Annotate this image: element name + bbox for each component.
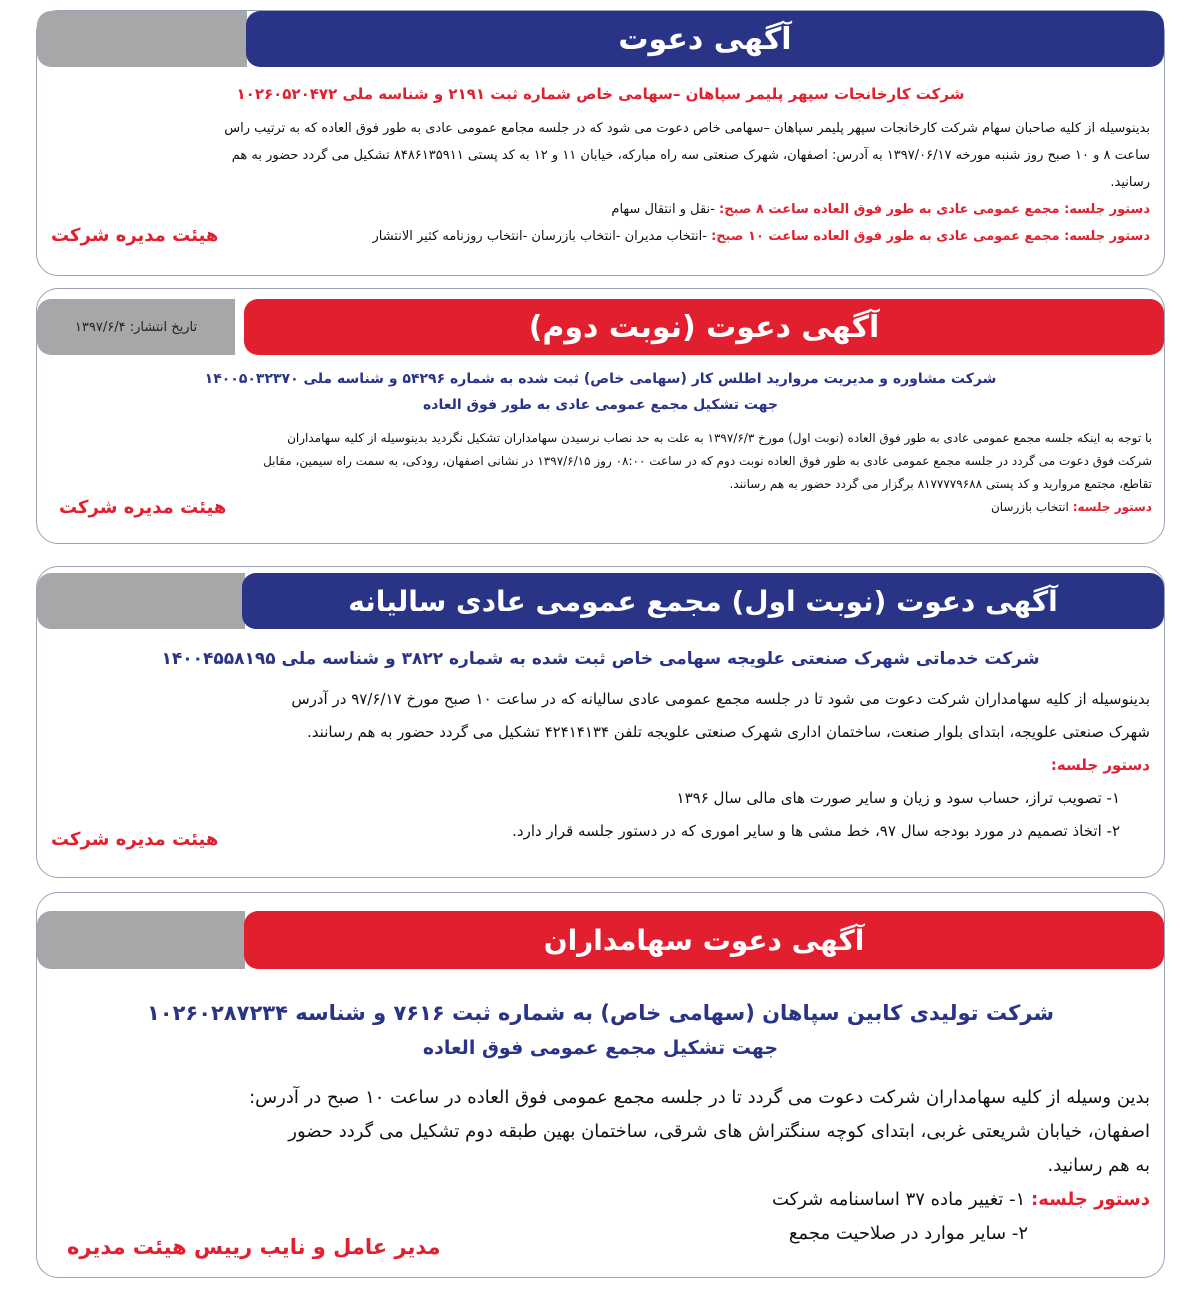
notice-2-line: شرکت فوق دعوت می گردد در جلسه مجمع عمومی عادی به طور فوق العاده نوبت دوم که در ساعت ۰۸:۰۰ روز ۱۳۹۷/۶/۱۵ در نشانی اصفهان، رودکی، به سمت راه سیمین، مقابل — [263, 454, 1152, 468]
notice-3 — [36, 566, 1165, 878]
notice-4-body — [51, 1081, 1150, 1251]
notice-4-line: بدین وسیله از کلیه سهامداران شرکت دعوت می گردد تا در جلسه مجمع عمومی فوق العاده در ساعت ۱۰ صبح در آدرس: — [249, 1087, 1150, 1108]
notice-3-signature: هیئت مدیره شرکت — [51, 829, 219, 850]
notice-4-gray-tab — [37, 911, 245, 969]
notice-1 — [36, 10, 1165, 276]
notice-2 — [36, 288, 1165, 544]
notice-1-agenda-1 — [51, 196, 1150, 223]
notice-2-header: آگهی دعوت (نوبت دوم) — [244, 299, 1164, 355]
notice-3-line: شهرک صنعتی علویجه، ابتدای بلوار صنعت، ساختمان اداری شهرک صنعتی علویجه تلفن ۴۲۴۱۴۱۳۴ تشکیل می گردد حضور به هم رسانند. — [307, 723, 1150, 741]
notice-1-line: ساعت ۸ و ۱۰ صبح روز شنبه مورخه ۱۳۹۷/۰۶/۱۷ به آدرس: اصفهان، شهرک صنعتی سه راه مبارکه، خیابان ۱۱ و ۱۲ به کد پستی ۸۴۸۶۱۳۵۹۱۱ تشکیل می گردد حضور به هم — [231, 148, 1150, 163]
notice-1-header: آگهی دعوت — [246, 11, 1164, 67]
notice-4-subtitle: جهت تشکیل مجمع عمومی فوق العاده — [422, 1037, 779, 1059]
notice-1-line: بدینوسیله از کلیه صاحبان سهام شرکت کارخانجات سپهر پلیمر سپاهان –سهامی خاص دعوت می شود که در جلسه مجامع عمومی عادی به طور فوق العاده که به ترتیب راس — [224, 121, 1150, 136]
notice-3-header: آگهی دعوت (نوبت اول) مجمع عمومی عادی سالیانه — [242, 573, 1164, 629]
notice-2-signature: هیئت مدیره شرکت — [59, 497, 227, 518]
agenda-text: انتخاب بازرسان — [990, 500, 1073, 514]
notice-3-gray-tab — [37, 573, 245, 629]
agenda-label: دستور جلسه: مجمع عمومی عادی به طور فوق العاده ساعت ۱۰ صبح: — [711, 229, 1150, 244]
notice-1-gray-tab — [37, 11, 247, 67]
notice-4-signature: مدیر عامل و نایب رییس هیئت مدیره — [67, 1235, 441, 1259]
agenda-text: ۱- تغییر ماده ۳۷ اساسنامه شرکت — [772, 1189, 1032, 1210]
notice-1-signature: هیئت مدیره شرکت — [51, 225, 219, 246]
agenda-text: -انتخاب مدیران -انتخاب بازرسان -انتخاب روزنامه کثیر الانتشار — [372, 229, 712, 244]
notice-1-company: شرکت کارخانجات سپهر پلیمر سپاهان –سهامی خاص شماره ثبت ۲۱۹۱ و شناسه ملی ۱۰۲۶۰۵۲۰۴۷۲ — [236, 85, 965, 103]
notice-3-company: شرکت خدماتی شهرک صنعتی علویجه سهامی خاص ثبت شده به شماره ۳۸۲۲ و شناسه ملی ۱۴۰۰۴۵۵۸۱۹۵ — [161, 649, 1040, 669]
notice-1-line: رسانید. — [1110, 175, 1150, 190]
notice-4-agenda-2: ۲- سایر موارد در صلاحیت مجمع — [788, 1223, 1028, 1244]
agenda-label: دستور جلسه: — [1031, 1189, 1150, 1210]
notice-4-agenda-1 — [51, 1183, 1150, 1217]
notice-3-body — [51, 683, 1150, 848]
publish-date-tab: تاریخ انتشار: ۱۳۹۷/۶/۴ — [37, 299, 235, 355]
notice-4 — [36, 892, 1165, 1278]
agenda-text: -نقل و انتقال سهام — [611, 202, 719, 217]
notice-3-line: بدینوسیله از کلیه سهامداران شرکت دعوت می شود تا در جلسه مجمع عمومی عادی سالیانه که در ساعت ۱۰ صبح مورخ ۹۷/۶/۱۷ در آدرس — [291, 690, 1150, 708]
notice-4-header: آگهی دعوت سهامداران — [244, 911, 1164, 969]
notice-2-company: شرکت مشاوره و مدیریت مروارید اطلس کار (سهامی خاص) ثبت شده به شماره ۵۴۲۹۶ و شناسه ملی ۱۴۰۰۵۰۳۲۳۷۰ — [204, 371, 997, 387]
notice-4-company: شرکت تولیدی کابین سپاهان (سهامی خاص) به شماره ثبت ۷۶۱۶ و شناسه ۱۰۲۶۰۲۸۷۲۳۴ — [146, 1001, 1055, 1025]
agenda-label: دستور جلسه: مجمع عمومی عادی به طور فوق العاده ساعت ۸ صبح: — [719, 202, 1150, 217]
notice-2-line: با توجه به اینکه جلسه مجمع عمومی عادی به طور فوق العاده (نوبت اول) مورخ ۱۳۹۷/۶/۳ به علت به حد نصاب نرسیدن سهامداران تشکیل نگردید بدینوسیله از کلیه سهامداران — [287, 431, 1152, 445]
notice-2-subtitle: جهت تشکیل مجمع عمومی عادی به طور فوق العاده — [423, 397, 778, 413]
agenda-label: دستور جلسه: — [1072, 500, 1152, 514]
notice-3-agenda-item: ۱- تصویب تراز، حساب سود و زیان و سایر صورت های مالی سال ۱۳۹۶ — [676, 789, 1120, 807]
notice-3-agenda-label: دستور جلسه: — [1050, 756, 1150, 774]
notice-3-agenda-item: ۲- اتخاذ تصمیم در مورد بودجه سال ۹۷، خط مشی ها و سایر اموری که در دستور جلسه قرار دارد. — [512, 822, 1120, 840]
notice-2-line: تقاطع، مجتمع مروارید و کد پستی ۸۱۷۷۷۷۹۶۸۸ برگزار می گردد حضور به هم رسانند. — [729, 477, 1152, 491]
notice-4-line: اصفهان، خیابان شریعتی غربی، ابتدای کوچه سنگتراش های شرقی، ساختمان بهین طبقه دوم تشکیل می گردد حضور — [288, 1121, 1150, 1142]
notice-4-line: به هم رسانید. — [1047, 1155, 1150, 1176]
